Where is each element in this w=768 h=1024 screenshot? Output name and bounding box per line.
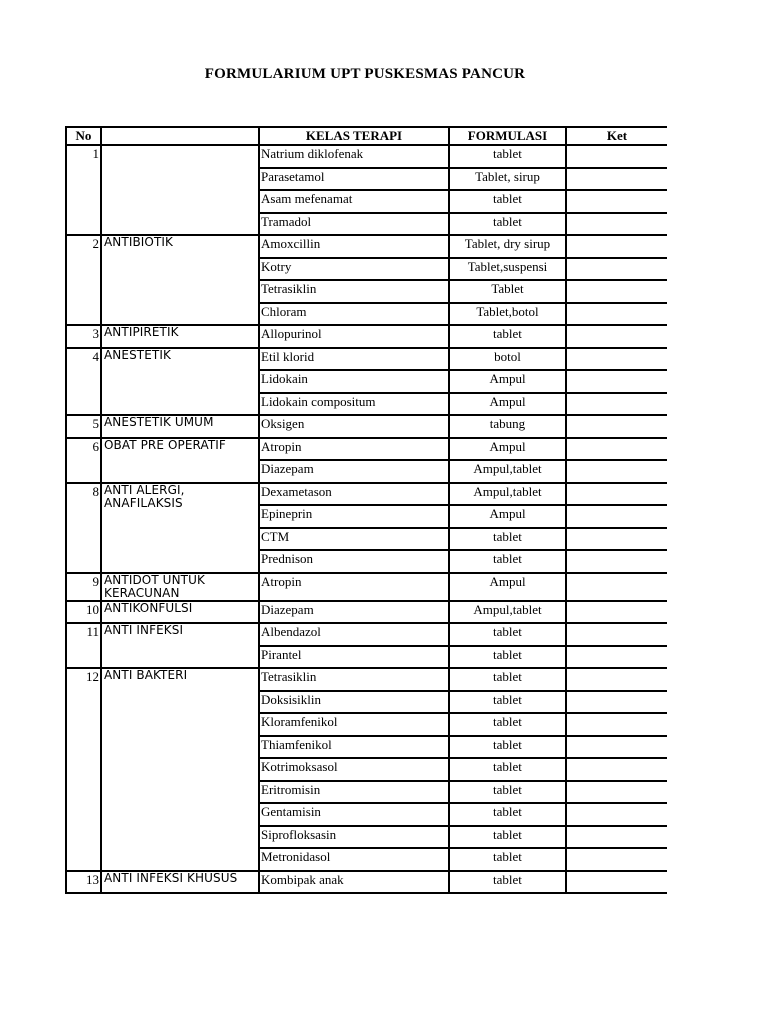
therapy-class [101,145,259,235]
header-formulasi: FORMULASI [449,127,566,145]
drug-name: Siprofloksasin [259,826,449,849]
formulation: tablet [449,871,566,893]
formulation: tablet [449,736,566,759]
formulation: tablet [449,781,566,804]
drug-name: Etil klorid [259,348,449,371]
formulation: tablet [449,668,566,691]
formulation: Tablet,botol [449,303,566,326]
row-number: 11 [66,623,101,668]
drug-name: Doksisiklin [259,691,449,714]
formulation: Tablet,suspensi [449,258,566,281]
drug-name: Gentamisin [259,803,449,826]
ket-cell [566,781,667,804]
ket-cell [566,438,667,461]
table-row [66,438,667,461]
drug-name: Natrium diklofenak [259,145,449,168]
ket-cell [566,691,667,714]
drug-name: Asam mefenamat [259,190,449,213]
table-body [66,145,667,893]
drug-name: Albendazol [259,623,449,646]
table-row [66,325,667,348]
drug-name: Metronidasol [259,848,449,871]
therapy-class: ANESTETIK [101,348,259,416]
drug-name: Kloramfenikol [259,713,449,736]
table-row [66,483,667,506]
drug-name: Lidokain [259,370,449,393]
header-kelas-terapi: KELAS TERAPI [259,127,449,145]
ket-cell [566,483,667,506]
therapy-class: ANTIKONFULSI [101,601,259,624]
formulation: tablet [449,826,566,849]
table-row [66,348,667,371]
ket-cell [566,646,667,669]
formulation: Tablet, sirup [449,168,566,191]
row-number: 6 [66,438,101,483]
formulation: Ampul [449,573,566,601]
formulation: tablet [449,145,566,168]
formulation: tablet [449,213,566,236]
drug-name: Thiamfenikol [259,736,449,759]
ket-cell [566,393,667,416]
ket-cell [566,758,667,781]
ket-cell [566,528,667,551]
drug-name: Dexametason [259,483,449,506]
drug-name: Diazepam [259,601,449,624]
formulation: botol [449,348,566,371]
header-ket: Ket [566,127,667,145]
formulation: Ampul,tablet [449,483,566,506]
therapy-class: ANESTETIK UMUM [101,415,259,438]
table-row [66,871,667,893]
formulation: Ampul,tablet [449,460,566,483]
ket-cell [566,601,667,624]
therapy-class: ANTI INFEKSI [101,623,259,668]
formulation: Ampul [449,438,566,461]
formulation: tablet [449,848,566,871]
formulary-table [65,126,667,894]
header-row [66,127,667,145]
drug-name: Atropin [259,573,449,601]
ket-cell [566,623,667,646]
formulation: Tablet, dry sirup [449,235,566,258]
ket-cell [566,235,667,258]
table-row [66,415,667,438]
drug-name: Atropin [259,438,449,461]
formulation: tabung [449,415,566,438]
therapy-class: ANTIPIRETIK [101,325,259,348]
formulation: Tablet [449,280,566,303]
ket-cell [566,190,667,213]
table-row [66,145,667,168]
formulation: Ampul,tablet [449,601,566,624]
drug-name: Kotry [259,258,449,281]
ket-cell [566,213,667,236]
table-row [66,573,667,601]
formulation: tablet [449,528,566,551]
ket-cell [566,736,667,759]
ket-cell [566,280,667,303]
row-number: 9 [66,573,101,601]
drug-name: Tetrasiklin [259,280,449,303]
therapy-class: OBAT PRE OPERATIF [101,438,259,483]
therapy-class: ANTIBIOTIK [101,235,259,325]
ket-cell [566,415,667,438]
row-number: 5 [66,415,101,438]
therapy-class: ANTIDOT UNTUK KERACUNAN [101,573,259,601]
page-title: FORMULARIUM UPT PUSKESMAS PANCUR [204,66,526,82]
formulary-sheet [65,126,667,952]
drug-name: Oksigen [259,415,449,438]
ket-cell [566,713,667,736]
drug-name: Allopurinol [259,325,449,348]
ket-cell [566,258,667,281]
row-number: 13 [66,871,101,893]
formulation: Ampul [449,505,566,528]
therapy-class: ANTI BAKTERI [101,668,259,871]
ket-cell [566,505,667,528]
ket-cell [566,550,667,573]
drug-name: Amoxcillin [259,235,449,258]
formulation: tablet [449,646,566,669]
therapy-class: ANTI INFEKSI KHUSUS [101,871,259,893]
formulation: tablet [449,803,566,826]
formulation: Ampul [449,370,566,393]
ket-cell [566,573,667,601]
table-row [66,668,667,691]
drug-name: Kombipak anak [259,871,449,893]
header-blank [101,127,259,145]
therapy-class: ANTI ALERGI, ANAFILAKSIS [101,483,259,573]
drug-name: Epineprin [259,505,449,528]
formulation: Ampul [449,393,566,416]
formulation: tablet [449,691,566,714]
header-no: No [66,127,101,145]
ket-cell [566,848,667,871]
drug-name: Diazepam [259,460,449,483]
drug-name: Prednison [259,550,449,573]
row-number: 12 [66,668,101,871]
ket-cell [566,871,667,893]
row-number: 8 [66,483,101,573]
ket-cell [566,348,667,371]
formulation: tablet [449,623,566,646]
row-number: 2 [66,235,101,325]
drug-name: Lidokain compositum [259,393,449,416]
row-number: 10 [66,601,101,624]
drug-name: Pirantel [259,646,449,669]
ket-cell [566,325,667,348]
ket-cell [566,803,667,826]
ket-cell [566,145,667,168]
drug-name: Parasetamol [259,168,449,191]
ket-cell [566,460,667,483]
drug-name: Kotrimoksasol [259,758,449,781]
row-number: 4 [66,348,101,416]
formulation: tablet [449,758,566,781]
formulation: tablet [449,550,566,573]
ket-cell [566,303,667,326]
formulation: tablet [449,190,566,213]
row-number: 1 [66,145,101,235]
table-row [66,235,667,258]
formulation: tablet [449,325,566,348]
drug-name: Chloram [259,303,449,326]
ket-cell [566,668,667,691]
drug-name: CTM [259,528,449,551]
row-number: 3 [66,325,101,348]
ket-cell [566,168,667,191]
table-row [66,623,667,646]
ket-cell [566,370,667,393]
ket-cell [566,826,667,849]
drug-name: Tetrasiklin [259,668,449,691]
drug-name: Tramadol [259,213,449,236]
drug-name: Eritromisin [259,781,449,804]
table-row [66,601,667,624]
formulation: tablet [449,713,566,736]
